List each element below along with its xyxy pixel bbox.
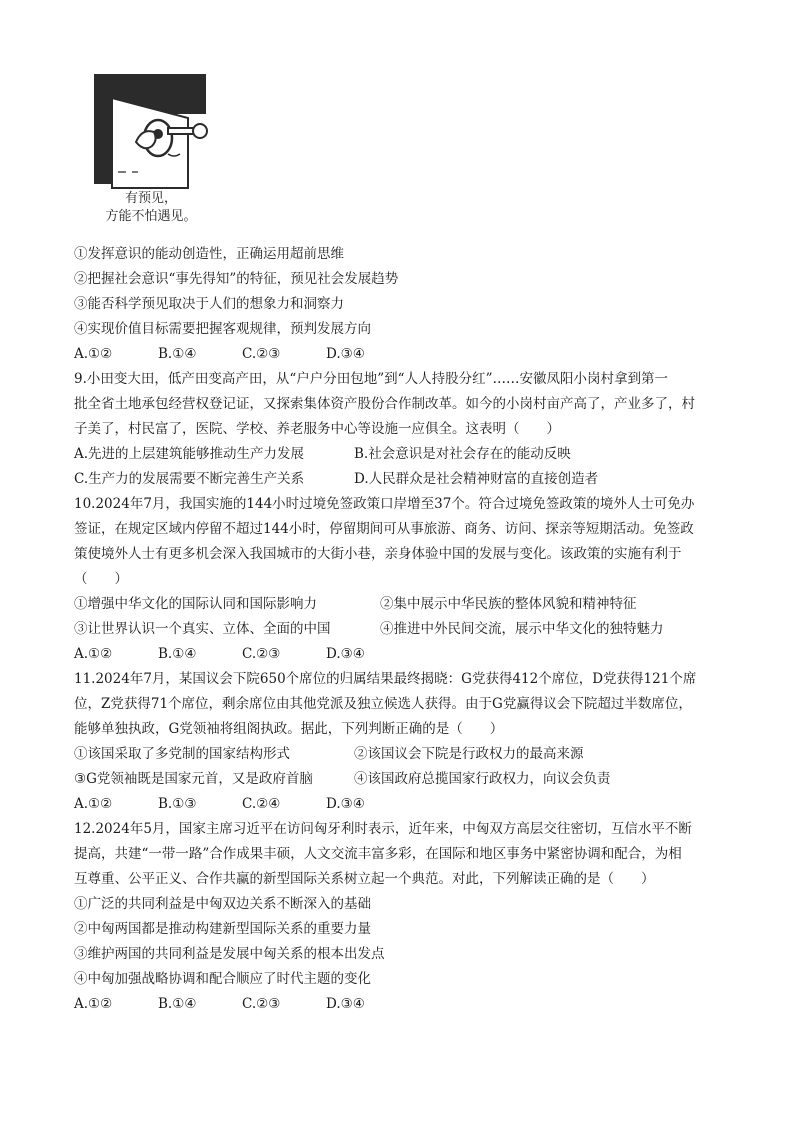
q8-statement: ④实现价值目标需要把握客观规律，预判发展方向	[74, 321, 371, 337]
option-c: C.②③	[242, 646, 281, 662]
q8-options	[74, 342, 724, 367]
option-c: C.②④	[242, 796, 281, 812]
statement-1: ①该国采取了多党制的国家结构形式	[74, 746, 290, 762]
q12-statement: ①广泛的共同利益是中匈双边关系不断深入的基础	[74, 896, 371, 912]
option-d: D.③④	[326, 996, 365, 1012]
q10-options	[74, 642, 724, 667]
caption-line: 方能不怕遇见。	[105, 209, 197, 224]
q9-options-row	[74, 467, 724, 492]
question-content	[74, 242, 724, 1017]
option-b: B.①④	[158, 996, 197, 1012]
q12-options	[74, 992, 724, 1017]
q11-stem-line: 11.2024年7月，某国议会下院650个席位的归属结果最终揭晓：G党获得412个席位，D党获得121个席	[74, 671, 697, 687]
option-c: C.②③	[242, 346, 281, 362]
option-b: B.①④	[158, 646, 197, 662]
option-a: A.①②	[74, 796, 113, 812]
option-a: A.①②	[74, 996, 113, 1012]
q11-statements-row	[74, 767, 724, 792]
option-b: B.①④	[158, 346, 197, 362]
q9-stem-line: 9.小田变大田，低产田变高产田，从“户户分田包地”到“人人持股分红”……安徽凤阳小岗村拿到第一	[74, 371, 668, 387]
option-c: C.②③	[242, 996, 281, 1012]
figure-caption	[96, 190, 206, 226]
option-a: A.①②	[74, 646, 113, 662]
q10-statements-row	[74, 592, 724, 617]
q10-stem-line: 10.2024年7月，我国实施的144小时过境免签政策口岸增至37个。符合过境免签政策的境外人士可免办	[74, 496, 695, 512]
statement-1: ①增强中华文化的国际认同和国际影响力	[74, 596, 317, 612]
q12-statement: ②中匈两国都是推动构建新型国际关系的重要力量	[74, 921, 371, 937]
q11-statements-row	[74, 742, 724, 767]
q9-options-row	[74, 442, 724, 467]
q8-statement: ③能否科学预见取决于人们的想象力和洞察力	[74, 296, 344, 312]
statement-2: ②集中展示中华民族的整体风貌和精神特征	[380, 596, 637, 612]
option-b: B.①③	[158, 796, 197, 812]
option-a: A.①②	[74, 346, 113, 362]
option-c: C.生产力的发展需要不断完善生产关系	[74, 471, 305, 487]
q11-options	[74, 792, 724, 817]
statement-2: ②该国议会下院是行政权力的最高来源	[354, 746, 584, 762]
statement-3: ③让世界认识一个真实、立体、全面的中国	[74, 621, 331, 637]
option-a: A.先进的上层建筑能够推动生产力发展	[74, 446, 305, 462]
statement-4: ④该国政府总揽国家行政权力，向议会负责	[354, 771, 611, 787]
q10-stem-line: （ ）	[74, 571, 128, 587]
caption-line: 有预见，	[124, 191, 177, 206]
q11-stem-line: 能够单独执政，G党领袖将组阁执政。据此，下列判断正确的是（ ）	[74, 721, 504, 737]
option-d: D.③④	[326, 346, 365, 362]
statement-4: ④推进中外民间交流，展示中华文化的独特魅力	[380, 621, 664, 637]
statement-3: ③G党领袖既是国家元首，又是政府首脑	[74, 771, 313, 787]
q10-stem-line: 签证，在规定区域内停留不超过144小时，停留期间可从事旅游、商务、访问、探亲等短期活动。免签政	[74, 521, 694, 537]
option-d: D.③④	[326, 796, 365, 812]
q12-statement: ④中匈加强战略协调和配合顺应了时代主题的变化	[74, 971, 371, 987]
q8-statement: ②把握社会意识“事先得知”的特征，预见社会发展趋势	[74, 271, 399, 287]
q12-stem-line: 12.2024年5月，国家主席习近平在访问匈牙利时表示，近年来，中匈双方高层交往密切，互信水平不断	[74, 821, 692, 837]
option-d: D.人民群众是社会精神财富的直接创造者	[354, 471, 599, 487]
q10-statements-row	[74, 617, 724, 642]
q9-stem-line: 子美了，村民富了，医院、学校、养老服务中心等设施一应俱全。这表明（ ）	[74, 421, 560, 437]
q12-stem-line: 提高，共建“一带一路”合作成果丰硕，人文交流丰富多彩，在国际和地区事务中紧密协调和配合，为相	[74, 846, 682, 862]
q12-statement: ③维护两国的共同利益是发展中匈关系的根本出发点	[74, 946, 385, 962]
q11-stem-line: 位，Z党获得71个席位，剩余席位由其他党派及独立候选人获得。由于G党赢得议会下院超过半数席位，	[74, 696, 692, 712]
q12-stem-line: 互尊重、公平正义、合作共赢的新型国际关系树立起一个典范。对此，下列解读正确的是（ ）	[74, 871, 655, 887]
key-lock-cartoon	[88, 72, 210, 190]
q9-stem-line: 批全省土地承包经营权登记证，又探索集体资产股份合作制改革。如今的小岗村亩产高了，产业多了，村	[74, 396, 695, 412]
q10-stem-line: 策使境外人士有更多机会深入我国城市的大街小巷，亲身体验中国的发展与变化。该政策的实施有利于	[74, 546, 682, 562]
option-d: D.③④	[326, 646, 365, 662]
option-b: B.社会意识是对社会存在的能动反映	[354, 446, 571, 462]
q8-statement: ①发挥意识的能动创造性，正确运用超前思维	[74, 246, 344, 262]
